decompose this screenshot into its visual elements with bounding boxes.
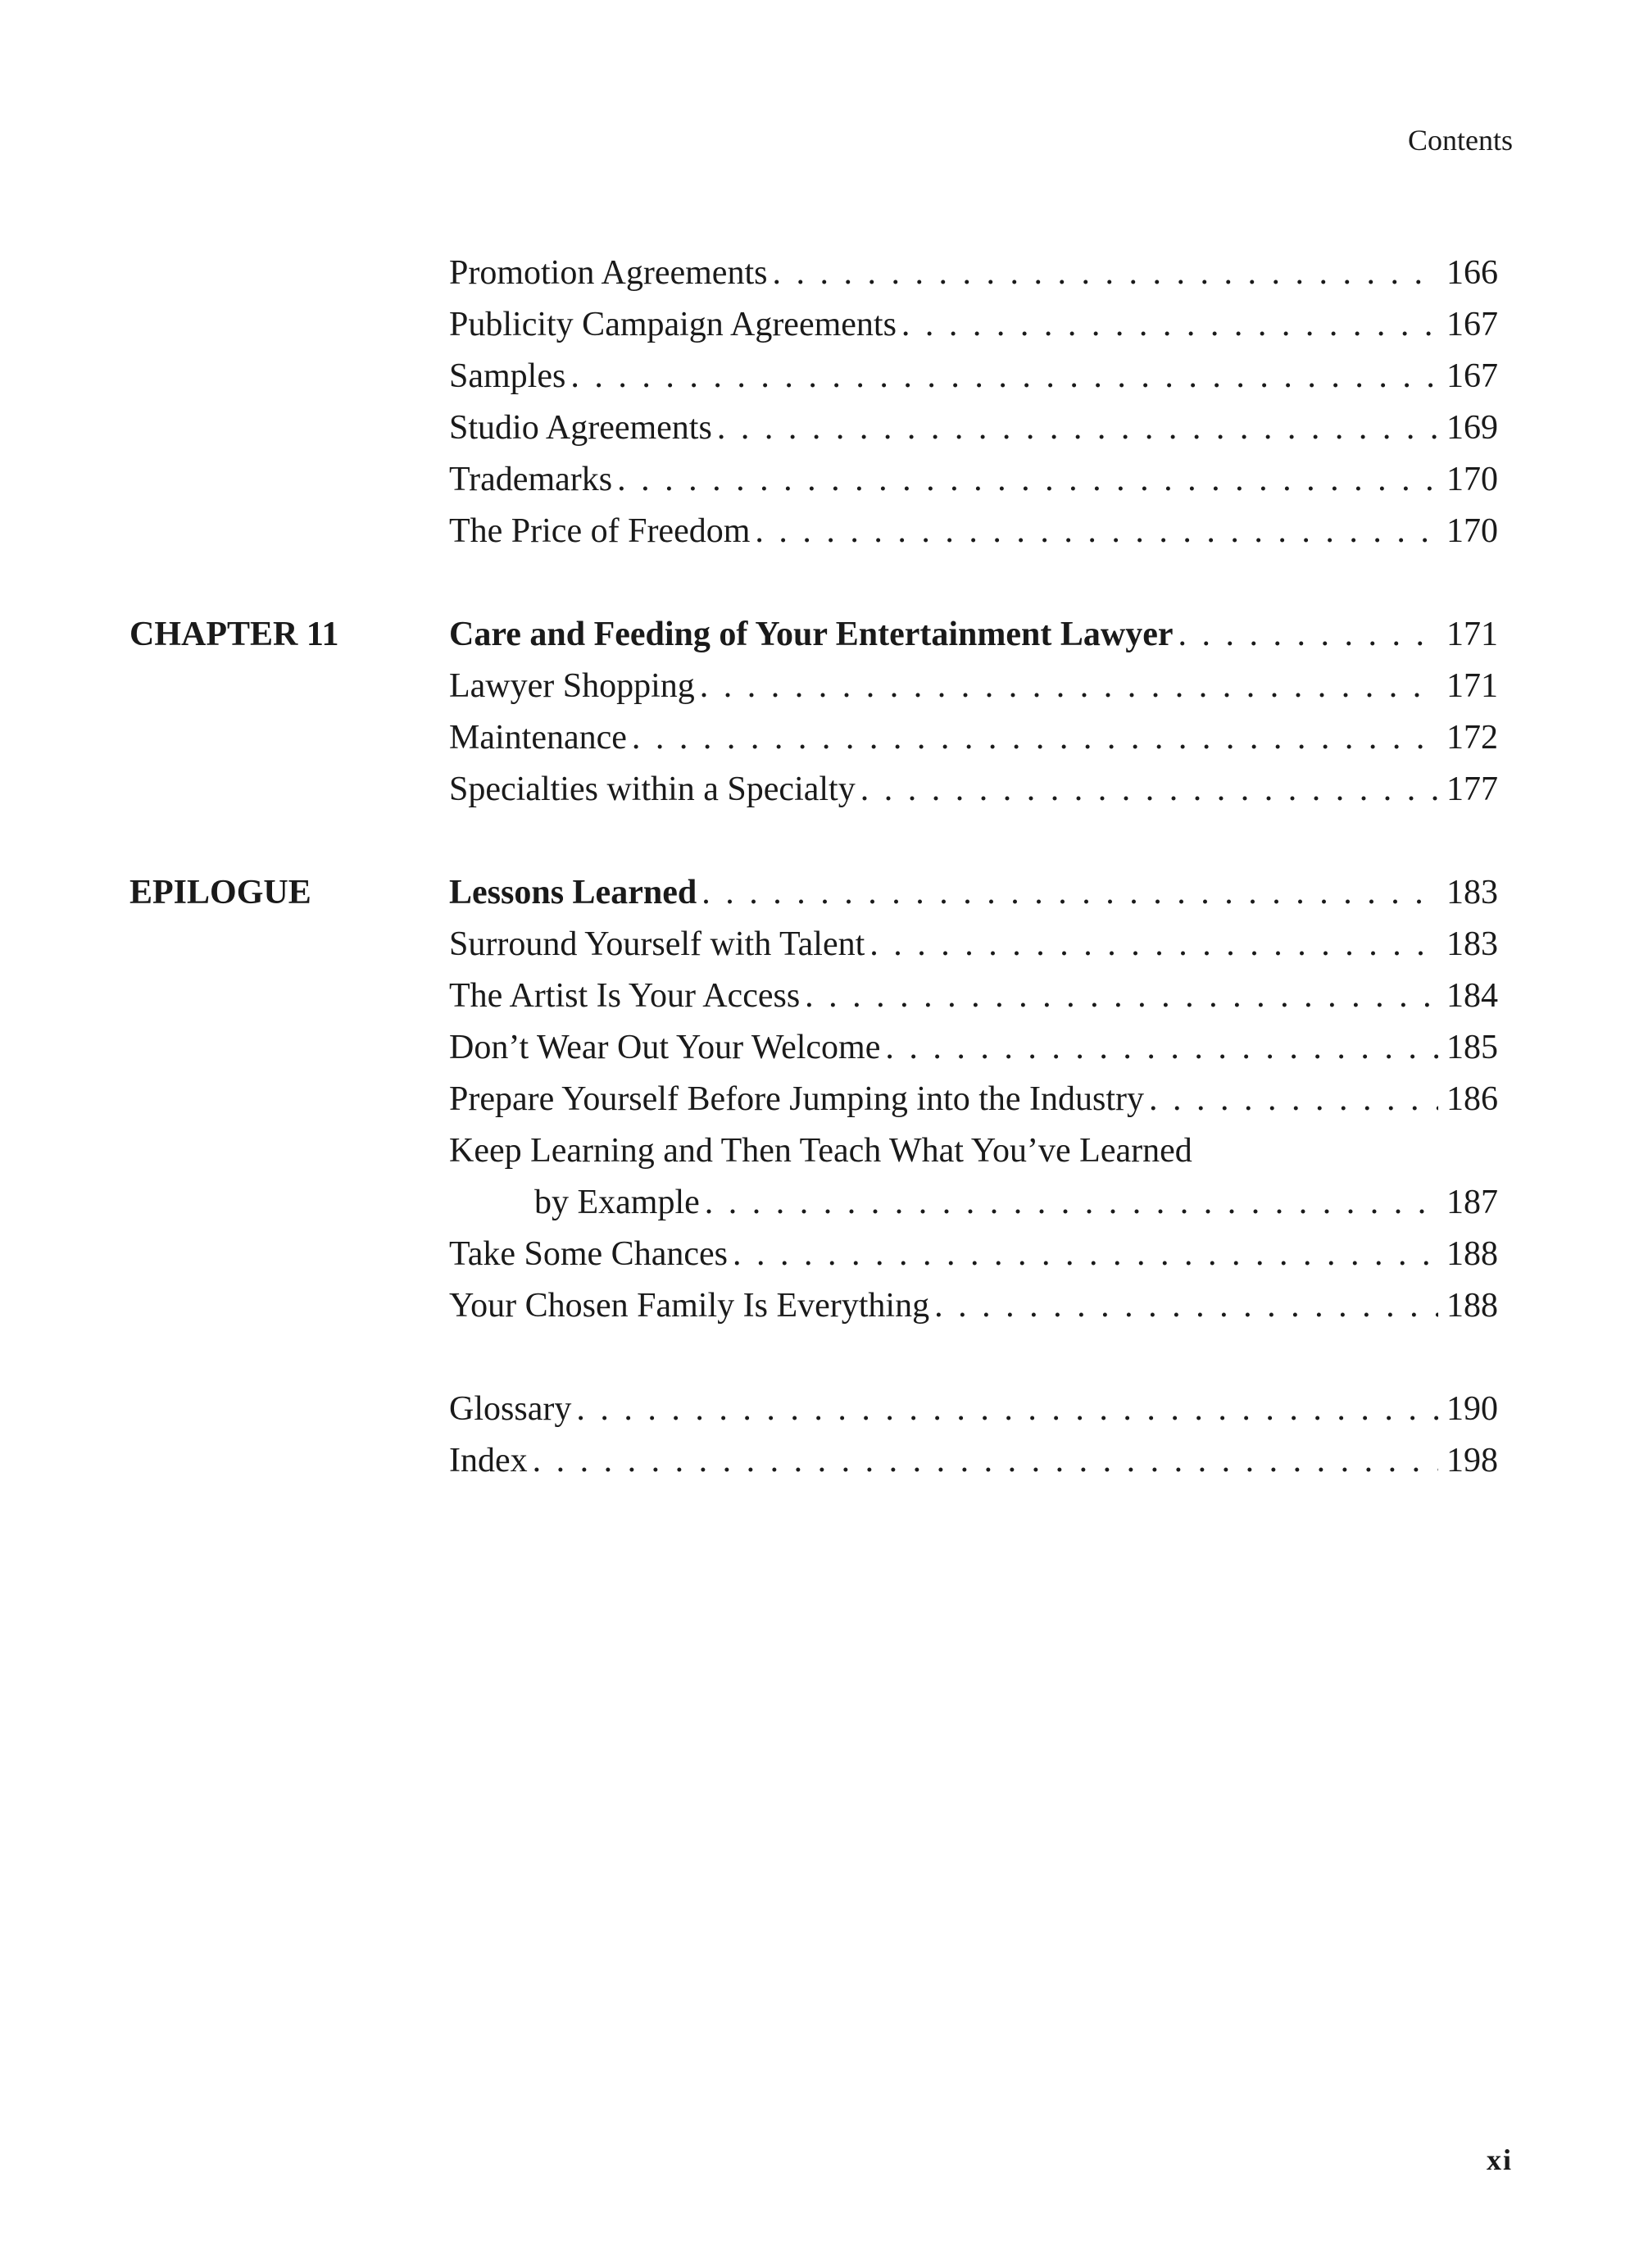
chapter-label: CHAPTER 11 [129, 616, 339, 653]
toc-entry [449, 1435, 1498, 1487]
toc-entry [449, 299, 1498, 351]
dot-leader [533, 1435, 1438, 1487]
toc-entry-page: 183 [1446, 874, 1498, 911]
toc-entry-title: Care and Feeding of Your Entertainment Lawyer [449, 616, 1174, 653]
toc-entries [449, 248, 1498, 557]
running-head: Contents [1407, 124, 1513, 157]
toc-entry-title: Glossary [449, 1390, 572, 1428]
dot-leader [701, 867, 1438, 919]
toc-entry-title: Your Chosen Family Is Everything [449, 1287, 930, 1325]
toc-entry-page: 185 [1446, 1029, 1498, 1066]
dot-leader [570, 351, 1438, 402]
toc-entry-page: 183 [1446, 925, 1498, 963]
dot-leader [705, 1177, 1438, 1229]
toc-entry [449, 661, 1498, 712]
dot-leader [805, 970, 1438, 1022]
toc-entry-page: 171 [1446, 616, 1498, 653]
chapter-label: EPILOGUE [129, 874, 311, 911]
toc-entry [449, 1280, 1498, 1332]
toc-entry [449, 1022, 1498, 1074]
toc-entry-title: Index [449, 1442, 528, 1479]
toc-entry-page: 172 [1446, 719, 1498, 757]
toc-entry-title: Take Some Chances [449, 1235, 728, 1273]
toc-entry-title: Surround Yourself with Talent [449, 925, 865, 963]
toc-entry-title: Don’t Wear Out Your Welcome [449, 1029, 881, 1066]
toc-entries [449, 1384, 1498, 1487]
toc-entry-page: 167 [1446, 306, 1498, 343]
dot-leader [576, 1384, 1438, 1435]
toc-entry-title: Lawyer Shopping [449, 667, 695, 705]
toc-entry-title: Trademarks [449, 461, 613, 498]
toc-entry [449, 506, 1498, 557]
toc-entry-title: Samples [449, 357, 566, 395]
toc-entry [449, 351, 1498, 402]
toc-entry-title: Studio Agreements [449, 409, 712, 447]
dot-leader [901, 299, 1438, 351]
toc-entry [449, 919, 1498, 970]
dot-leader [772, 248, 1438, 299]
toc-entry-title: Maintenance [449, 719, 627, 757]
toc-entry-title-continued: by Example [534, 1184, 700, 1221]
toc-entry-title: Specialties within a Specialty [449, 770, 856, 808]
toc-entry-page: 170 [1446, 512, 1498, 550]
toc-entry-title: Promotion Agreements [449, 254, 768, 292]
toc-entry [449, 1125, 1498, 1229]
dot-leader [860, 764, 1438, 816]
toc-entry [449, 609, 1498, 661]
dot-leader [617, 454, 1438, 506]
toc-entry-continuation [449, 1177, 1498, 1229]
dot-leader [632, 712, 1438, 764]
dot-leader [934, 1280, 1438, 1332]
toc-entries [449, 609, 1498, 816]
toc-entry [449, 1074, 1498, 1125]
toc-entries [449, 867, 1498, 1332]
dot-leader [733, 1229, 1438, 1280]
toc-entry-page: 171 [1446, 667, 1498, 705]
toc-entry-title: Keep Learning and Then Teach What You’ve Learned [449, 1132, 1192, 1170]
toc-entry-page: 187 [1446, 1184, 1498, 1221]
toc-entry-page: 188 [1446, 1287, 1498, 1325]
toc-entry-title: The Artist Is Your Access [449, 977, 801, 1015]
toc-entry-page: 166 [1446, 254, 1498, 292]
dot-leader [755, 506, 1438, 557]
toc-entry-title: The Price of Freedom [449, 512, 751, 550]
toc-entry [449, 764, 1498, 816]
dot-leader [700, 661, 1438, 712]
dot-leader [1149, 1074, 1438, 1125]
toc-entry-page: 198 [1446, 1442, 1498, 1479]
toc-entry [449, 867, 1498, 919]
dot-leader [1178, 609, 1439, 661]
dot-leader [717, 402, 1438, 454]
toc-entry [449, 1384, 1498, 1435]
toc-entry-page: 184 [1446, 977, 1498, 1015]
toc-entry [449, 712, 1498, 764]
toc-entry-page: 186 [1446, 1080, 1498, 1118]
dot-leader [869, 919, 1438, 970]
toc-entry-page: 169 [1446, 409, 1498, 447]
toc-entry-title: Lessons Learned [449, 874, 697, 911]
toc-entry-page: 188 [1446, 1235, 1498, 1273]
toc-entry [449, 1229, 1498, 1280]
toc-entry-title: Publicity Campaign Agreements [449, 306, 897, 343]
toc-entry-page: 170 [1446, 461, 1498, 498]
toc-entry-page: 167 [1446, 357, 1498, 395]
toc-entry-page: 190 [1446, 1390, 1498, 1428]
toc-entry [449, 970, 1498, 1022]
dot-leader [885, 1022, 1438, 1074]
toc-entry [449, 454, 1498, 506]
page-number: xi [1486, 2143, 1513, 2176]
toc-entry-title: Prepare Yourself Before Jumping into the Industry [449, 1080, 1145, 1118]
toc-entry-page: 177 [1446, 770, 1498, 808]
toc-entry [449, 402, 1498, 454]
toc-entry [449, 248, 1498, 299]
